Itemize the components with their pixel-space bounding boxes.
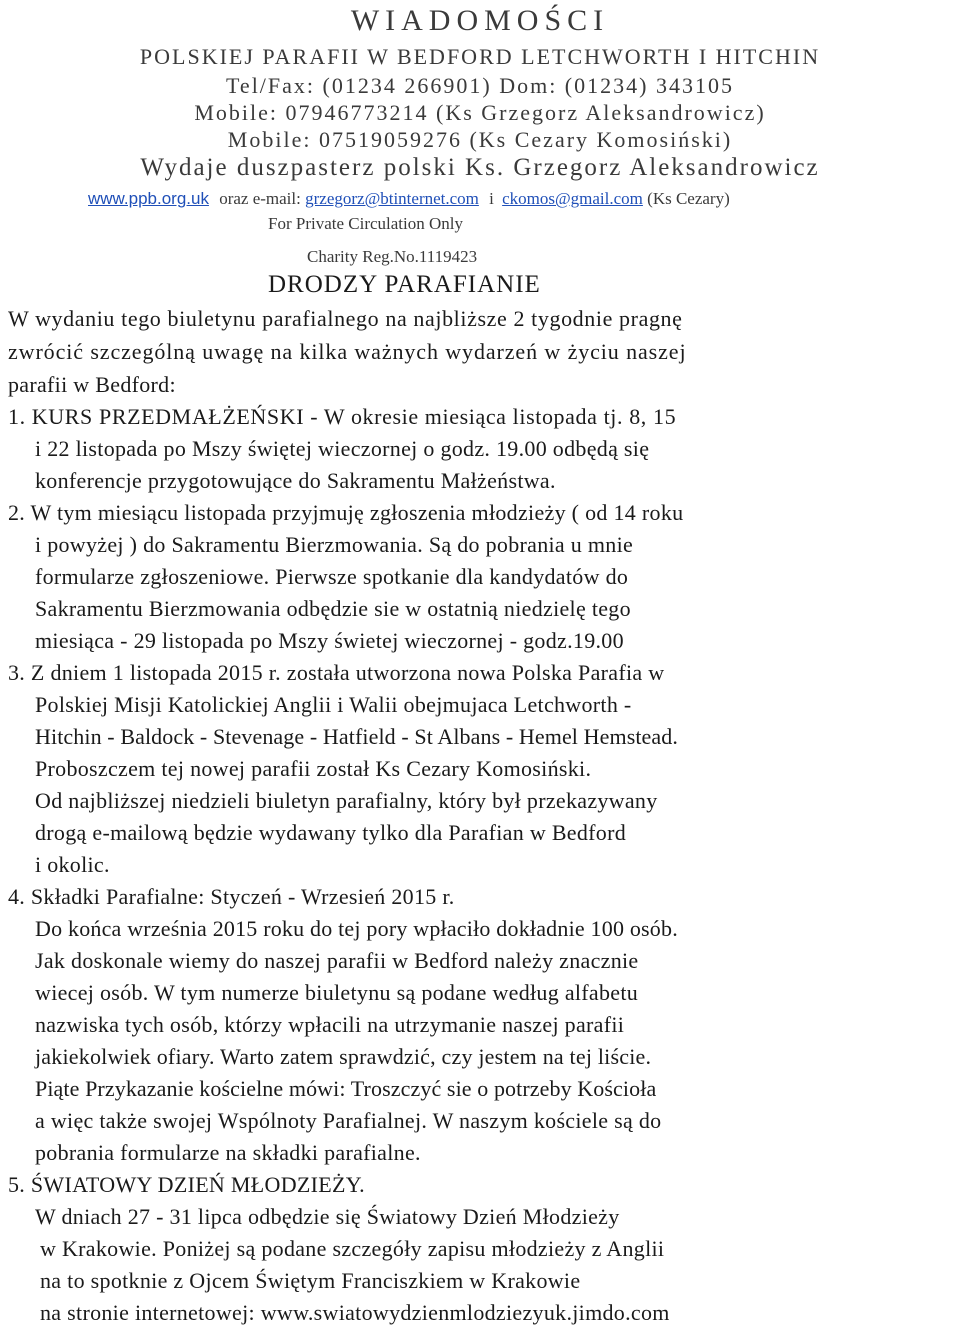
body-line: Piąte Przykazanie kościelne mówi: Troszczyć sie o potrzeby Kościoła [35,1076,657,1101]
newsletter-title: WIADOMOŚCI [350,4,610,37]
body-line: Polskiej Misji Katolickiej Anglii i Walii obejmujaca Letchworth - [35,692,632,717]
charity-number: Charity Reg.No.1119423 [307,247,478,266]
body-line: zwrócić szczególną uwagę na kilka ważnych wydarzeń w życiu naszej [8,339,687,364]
body-line: Proboszczem tej nowej parafii został Ks Cezary Komosiński. [35,756,592,781]
contact-line [88,189,730,209]
item-1-heading: 1. KURS PRZEDMAŁŻEŃSKI - W okresie miesiąca listopada tj. 8, 15 [8,404,677,429]
item-5-heading: 5. ŚWIATOWY DZIEŃ MŁODZIEŻY. [8,1172,365,1197]
body-line: na stronie internetowej: www.swiatowydzienmlodziezyuk.jimdo.com [40,1300,670,1325]
newsletter-subtitle: POLSKIEJ PARAFII W BEDFORD LETCHWORTH I HITCHIN [139,44,821,69]
body-line: w Krakowie. Poniżej są podane szczegóły zapisu młodzieży z Anglii [40,1236,665,1261]
body-line: konferencje przygotowujące do Sakramentu Małżeństwa. [35,468,556,493]
item-2-heading: 2. W tym miesiącu listopada przyjmuję zgłoszenia młodzieży ( od 14 roku [8,500,684,525]
body-line: i 22 listopada po Mszy świętej wieczornej o godz. 19.00 odbędą się [35,436,650,461]
body-line: formularze zgłoszeniowe. Pierwsze spotkanie dla kandydatów do [35,564,629,589]
body-line: drogą e-mailową będzie wydawany tylko dla Parafian w Bedford [35,820,627,845]
email-link-1[interactable]: grzegorz@btinternet.com [305,189,479,208]
body-line: W dniach 27 - 31 lipca odbędzie się Światowy Dzień Młodzieży [35,1204,620,1229]
body-line: a więc także swojej Wspólnoty Parafialnej. W naszym kościele są do [35,1108,662,1133]
mobile-line-1: Mobile: 07946773214 (Ks Grzegorz Aleksandrowicz) [194,100,766,125]
email-and: i [489,189,494,208]
body-line: nazwiska tych osób, którzy wpłacili na utrzymanie naszej parafii [35,1012,625,1037]
body-line: Jak doskonale wiemy do naszej parafii w Bedford należy znacznie [35,948,639,973]
publisher-line: Wydaje duszpasterz polski Ks. Grzegorz Aleksandrowicz [140,154,820,181]
body-line: i powyżej ) do Sakramentu Bierzmowania. Są do pobrania u mnie [35,532,634,557]
body-line: W wydaniu tego biuletynu parafialnego na najbliższe 2 tygodnie pragnę [8,306,683,331]
private-circulation: For Private Circulation Only [268,214,464,233]
email-link-2[interactable]: ckomos@gmail.com [502,189,643,208]
body-line: miesiąca - 29 listopada po Mszy świetej wieczornej - godz.19.00 [35,628,624,653]
body-line: Sakramentu Bierzmowania odbędzie sie w ostatnią niedzielę tego [35,596,631,621]
greeting-heading: DRODZY PARAFIANIE [268,271,541,298]
body-line: i okolic. [35,852,110,877]
body-line: Hitchin - Baldock - Stevenage - Hatfield - St Albans - Hemel Hemstead. [35,724,678,749]
website-link[interactable]: www.ppb.org.uk [88,189,209,208]
body-line: parafii w Bedford: [8,372,176,397]
email2-note: (Ks Cezary) [647,189,730,208]
body-line: Od najbliższej niedzieli biuletyn parafialny, który był przekazywany [35,788,658,813]
item-3-heading: 3. Z dniem 1 listopada 2015 r. została utworzona nowa Polska Parafia w [8,660,665,685]
mobile-line-2: Mobile: 07519059276 (Ks Cezary Komosiński) [227,127,733,152]
body-line: pobrania formularze na składki parafialne. [35,1140,421,1165]
body-line: wiecej osób. W tym numerze biuletynu są podane według alfabetu [35,980,639,1005]
item-4-heading: 4. Składki Parafialne: Styczeń - Wrzesień 2015 r. [8,884,455,909]
email-prefix: oraz e-mail: [219,189,301,208]
body-line: na to spotknie z Ojcem Świętym Franciszkiem w Krakowie [40,1268,581,1293]
body-line: jakiekolwiek ofiary. Warto zatem sprawdzić, czy jestem na tej liście. [35,1044,652,1069]
body-line: Do końca września 2015 roku do tej pory wpłaciło dokładnie 100 osób. [35,916,678,941]
phone-line: Tel/Fax: (01234 266901) Dom: (01234) 343105 [226,73,734,98]
